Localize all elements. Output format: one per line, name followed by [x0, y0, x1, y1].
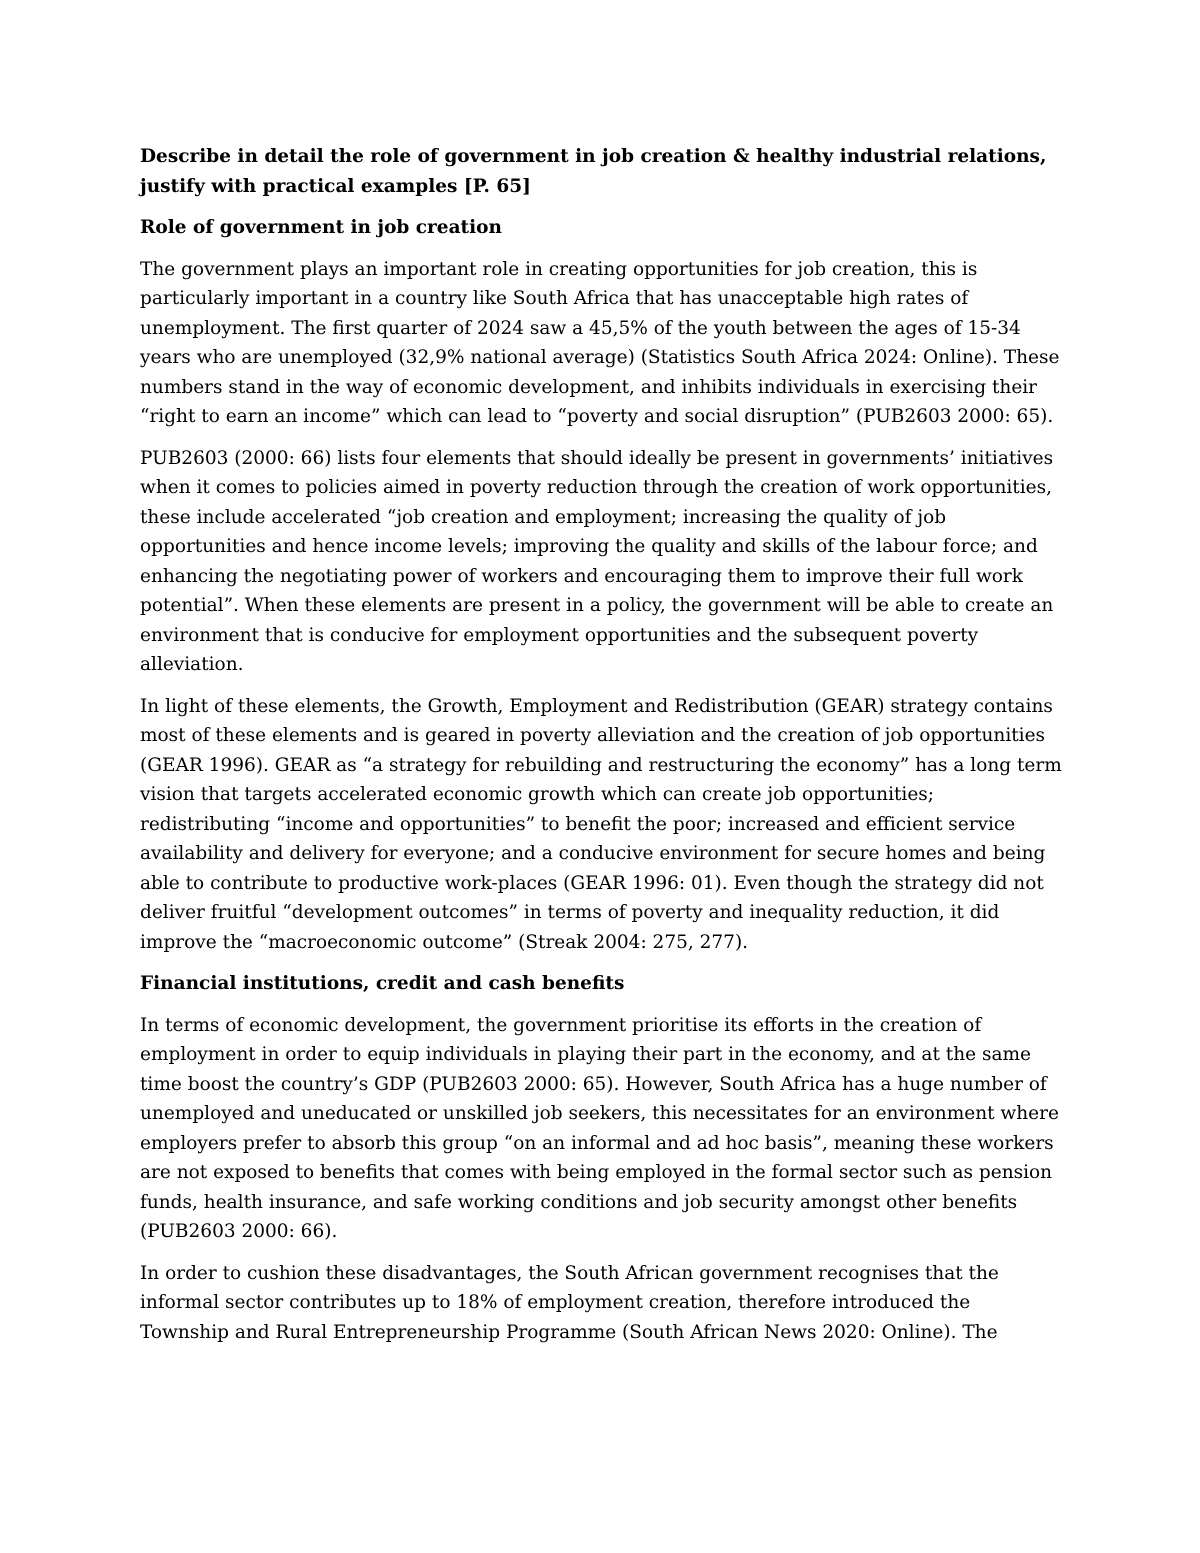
- document-title: Describe in detail the role of government in job creation & healthy industrial relations, justify with practical examples [P. 65]: [140, 146, 1047, 197]
- section-heading-job-creation: Role of government in job creation: [140, 217, 502, 238]
- paragraph-four-elements: PUB2603 (2000: 66) lists four elements that should ideally be present in governments’ initiatives when it comes to policies aimed in poverty reduction through the creation of work opportunities, these include accelerated “job creation and employment; increasing the quality of job opportunities and hence income levels; improving the quality and skills of the labour force; and enhancing the negotiating power of workers and encouraging them to improve their full work potential”. When these elements are present in a policy, the government will be able to create an environment that is conducive for employment opportunities and the subsequent poverty alleviation.: [140, 447, 1054, 675]
- paragraph-gear-strategy: In light of these elements, the Growth, Employment and Redistribution (GEAR) strategy contains most of these elements and is geared in poverty alleviation and the creation of job opportunities (GEAR 1996). GEAR as “a strategy for rebuilding and restructuring the economy” has a long term vision that targets accelerated economic growth which can create job opportunities; redistributing “income and opportunities” to benefit the poor; increased and efficient service availability and delivery for everyone; and a conducive environment for secure homes and being able to contribute to productive work-places (GEAR 1996: 01). Even though the strategy did not deliver fruitful “development outcomes” in terms of poverty and inequality reduction, it did improve the “macroeconomic outcome” (Streak 2004: 275, 277).: [140, 695, 1062, 953]
- paragraph-government-role: The government plays an important role in creating opportunities for job creation, this is particularly important in a country like South Africa that has unacceptable high rates of unemployment. The first quarter of 2024 saw a 45,5% of the youth between the ages of 15-34 years who are unemployed (32,9% national average) (Statistics South Africa 2024: Online). These numbers stand in the way of economic development, and inhibits individuals in exercising their “right to earn an income” which can lead to “poverty and social disruption” (PUB2603 2000: 65).: [140, 258, 1060, 427]
- paragraph-economic-development: In terms of economic development, the government prioritise its efforts in the creation of employment in order to equip individuals in playing their part in the economy, and at the same time boost the country’s GDP (PUB2603 2000: 65). However, South Africa has a huge number of unemployed and uneducated or unskilled job seekers, this necessitates for an environment where employers prefer to absorb this group “on an informal and ad hoc basis”, meaning these workers are not exposed to benefits that comes with being employed in the formal sector such as pension funds, health insurance, and safe working conditions and job security amongst other benefits (PUB2603 2000: 66).: [140, 1014, 1059, 1242]
- paragraph-informal-sector: In order to cushion these disadvantages, the South African government recognises that the informal sector contributes up to 18% of employment creation, therefore introduced the Township and Rural Entrepreneurship Programme (South African News 2020: Online). The: [140, 1262, 999, 1343]
- section-heading-financial-institutions: Financial institutions, credit and cash benefits: [140, 973, 625, 994]
- document-body: [140, 142, 1064, 1359]
